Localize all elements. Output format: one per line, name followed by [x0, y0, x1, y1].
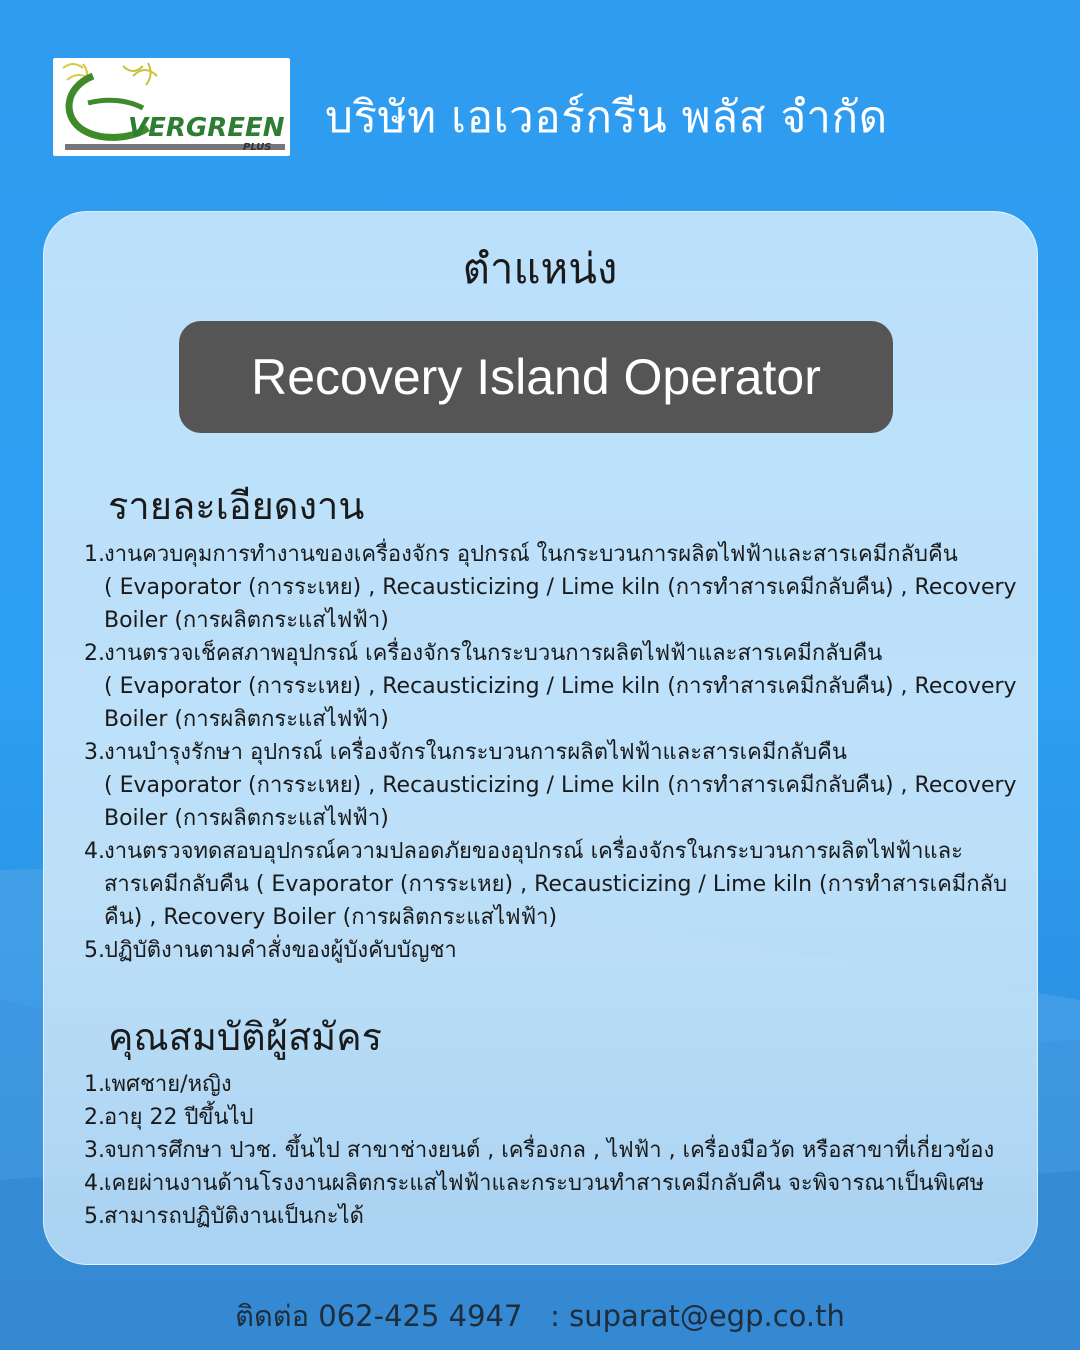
item-number: 1.	[84, 542, 105, 567]
item-line: คืน) , Recovery Boiler (การผลิตกระแสไฟฟ้า)	[104, 905, 558, 930]
item-line: ( Evaporator (การระเหย) , Recausticizing / Lime kiln (การทำสารเคมีกลับคืน) , Recovery	[104, 674, 1017, 699]
logo-sub-text: PLUS	[243, 142, 272, 153]
item-text: เคยผ่านงานด้านโรงงานผลิตกระแสไฟฟ้าและกระบวนทำสารเคมีกลับคืน จะพิจารณาเป็นพิเศษ	[104, 1171, 985, 1196]
position-title-box	[179, 321, 893, 433]
job-detail-item	[84, 934, 1024, 967]
item-number: 3.	[84, 1138, 105, 1163]
item-line: Boiler (การผลิตกระแสไฟฟ้า)	[104, 608, 389, 633]
item-line: งานบำรุงรักษา อุปกรณ์ เครื่องจักรในกระบวนการผลิตไฟฟ้าและสารเคมีกลับคืน	[104, 740, 847, 765]
logo-text: VERGREEN	[128, 113, 285, 143]
item-line: งานควบคุมการทำงานของเครื่องจักร อุปกรณ์ ในกระบวนการผลิตไฟฟ้าและสารเคมีกลับคืน	[104, 542, 958, 567]
item-number: 2.	[84, 1105, 105, 1130]
qualification-item	[84, 1101, 1024, 1134]
item-line: ( Evaporator (การระเหย) , Recausticizing / Lime kiln (การทำสารเคมีกลับคืน) , Recovery	[104, 773, 1017, 798]
position-title: Recovery Island Operator	[251, 349, 821, 405]
company-logo	[53, 58, 290, 156]
qualifications-list	[84, 1068, 1024, 1233]
qualification-item	[84, 1068, 1024, 1101]
item-text	[104, 934, 1024, 967]
item-line: ปฏิบัติงานตามคำสั่งของผู้บังคับบัญชา	[104, 938, 457, 963]
company-name: บริษัท เอเวอร์กรีน พลัส จำกัด	[325, 92, 888, 143]
job-detail-item	[84, 637, 1024, 736]
job-details-list	[84, 538, 1024, 967]
job-detail-item	[84, 736, 1024, 835]
item-text	[104, 637, 1024, 736]
item-number: 3.	[84, 740, 105, 765]
item-number: 1.	[84, 1072, 105, 1097]
item-text	[104, 736, 1024, 835]
qualification-item	[84, 1200, 1024, 1233]
position-label: ตำแหน่ง	[462, 244, 618, 293]
item-text: สามารถปฏิบัติงานเป็นกะได้	[104, 1204, 364, 1229]
item-text: จบการศึกษา ปวช. ขึ้นไป สาขาช่างยนต์ , เครื่องกล , ไฟฟ้า , เครื่องมือวัด หรือสาขาที่เกี่ยวข้อง	[104, 1138, 995, 1163]
qualification-item	[84, 1134, 1024, 1167]
item-number: 4.	[84, 1171, 105, 1196]
item-line: ( Evaporator (การระเหย) , Recausticizing / Lime kiln (การทำสารเคมีกลับคืน) , Recovery	[104, 575, 1017, 600]
qualifications-heading: คุณสมบัติผู้สมัคร	[108, 1015, 383, 1059]
item-number: 5.	[84, 1204, 105, 1229]
item-text	[104, 835, 1024, 934]
job-details-heading: รายละเอียดงาน	[108, 484, 365, 528]
item-text	[104, 538, 1024, 637]
job-detail-item	[84, 835, 1024, 934]
qualification-item	[84, 1167, 1024, 1200]
job-detail-item	[84, 538, 1024, 637]
item-line: งานตรวจทดสอบอุปกรณ์ความปลอดภัยของอุปกรณ์ เครื่องจักรในกระบวนการผลิตไฟฟ้าและ	[104, 839, 963, 864]
item-number: 2.	[84, 641, 105, 666]
item-text: เพศชาย/หญิง	[104, 1072, 232, 1097]
item-line: Boiler (การผลิตกระแสไฟฟ้า)	[104, 806, 389, 831]
contact-info: ติดต่อ 062-425 4947 : suparat@egp.co.th	[235, 1299, 845, 1333]
item-line: งานตรวจเช็คสภาพอุปกรณ์ เครื่องจักรในกระบวนการผลิตไฟฟ้าและสารเคมีกลับคืน	[104, 641, 883, 666]
item-number: 4.	[84, 839, 105, 864]
item-text: อายุ 22 ปีขึ้นไป	[104, 1105, 254, 1130]
item-number: 5.	[84, 938, 105, 963]
item-line: Boiler (การผลิตกระแสไฟฟ้า)	[104, 707, 389, 732]
item-line: สารเคมีกลับคืน ( Evaporator (การระเหย) , Recausticizing / Lime kiln (การทำสารเคมีกลับ	[104, 872, 1008, 897]
